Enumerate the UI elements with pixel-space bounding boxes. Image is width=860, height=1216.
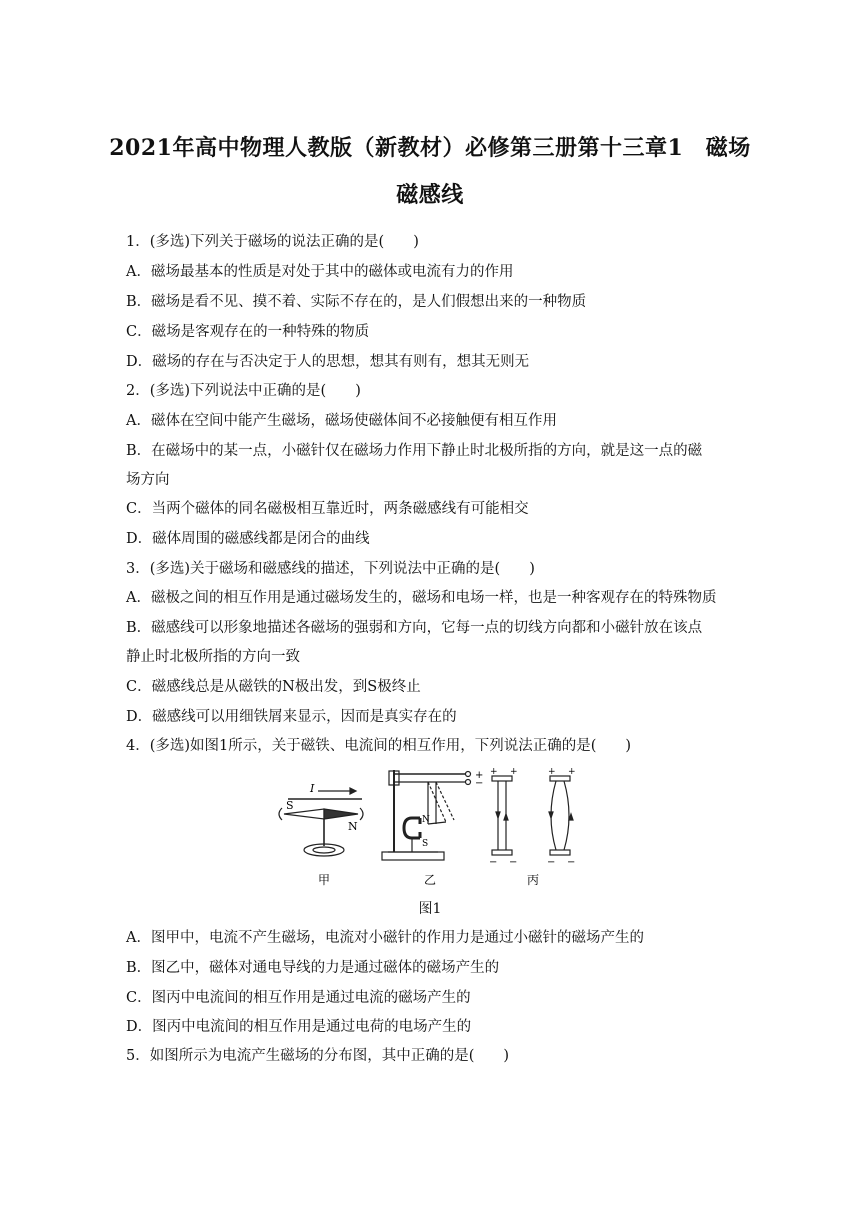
- figure-bing2-plus-right: +: [568, 767, 576, 777]
- figure-yi-south-label: S: [422, 839, 429, 849]
- document-title-line1: 2021年高中物理人教版（新教材）必修第三册第十三章1 磁场: [109, 135, 751, 161]
- document-title-line2: 磁感线: [396, 182, 464, 208]
- figure-1-caption: 图1: [418, 901, 442, 917]
- question-1-option-a: A．磁场最基本的性质是对处于其中的磁体或电流有力的作用: [126, 264, 514, 280]
- figure-bing-parallel-wires: [492, 776, 573, 855]
- figure-yi-plus-label: +: [475, 770, 484, 781]
- question-2-option-a: A．磁体在空间中能产生磁场，磁场使磁体间不必接触便有相互作用: [126, 413, 557, 429]
- question-3-option-c: C．磁感线总是从磁铁的N极出发，到S极终止: [126, 679, 421, 695]
- figure-yi-minus-label: −: [475, 778, 484, 789]
- figure-jia-south-label: S: [286, 799, 294, 812]
- figure-bing2-plus-left: +: [548, 767, 556, 777]
- question-4-option-b: B．图乙中，磁体对通电导线的力是通过磁体的磁场产生的: [126, 960, 500, 976]
- question-2-option-d: D．磁体周围的磁感线都是闭合的曲线: [126, 531, 370, 547]
- figure-label-jia: 甲: [318, 873, 331, 887]
- figure-current-label: I: [310, 782, 315, 795]
- question-2-option-b-cont: 场方向: [126, 472, 170, 488]
- question-4-option-c: C．图丙中电流间的相互作用是通过电流的磁场产生的: [126, 990, 471, 1006]
- figure-bing-plus-right: +: [510, 767, 518, 777]
- question-3-stem: 3．(多选)关于磁场和磁感线的描述，下列说法中正确的是( ): [126, 561, 535, 577]
- figure-label-bing: 丙: [527, 873, 540, 887]
- question-2-option-c: C．当两个磁体的同名磁极相互靠近时，两条磁感线有可能相交: [126, 501, 529, 517]
- figure-bing2-minus-right: −: [567, 857, 576, 868]
- figure-yi-north-label: N: [422, 815, 430, 825]
- question-1-option-b: B．磁场是看不见、摸不着、实际不存在的，是人们假想出来的一种物质: [126, 294, 587, 310]
- figure-1-drawing: [270, 762, 590, 890]
- question-1-option-d: D．磁场的存在与否决定于人的思想，想其有则有，想其无则无: [126, 354, 530, 370]
- figure-bing-minus-left: −: [489, 857, 498, 868]
- figure-bing2-minus-left: −: [547, 857, 556, 868]
- question-4-stem: 4．(多选)如图1所示，关于磁铁、电流间的相互作用，下列说法正确的是( ): [126, 738, 632, 754]
- question-3-option-a: A．磁极之间的相互作用是通过磁场发生的，磁场和电场一样，也是一种客观存在的特殊物质: [126, 590, 717, 606]
- question-3-option-b: B．磁感线可以形象地描述各磁场的强弱和方向，它每一点的切线方向都和小磁针放在该点: [126, 620, 703, 636]
- question-4-option-d: D．图丙中电流间的相互作用是通过电荷的电场产生的: [126, 1019, 472, 1035]
- question-3-option-b-cont: 静止时北极所指的方向一致: [126, 649, 300, 665]
- question-2-stem: 2．(多选)下列说法中正确的是( ): [126, 383, 361, 399]
- figure-bing-minus-right: −: [509, 857, 518, 868]
- question-2-option-b: B．在磁场中的某一点，小磁针仅在磁场力作用下静止时北极所指的方向，就是这一点的磁: [126, 443, 703, 459]
- question-1-stem: 1．(多选)下列关于磁场的说法正确的是( ): [126, 234, 419, 250]
- figure-label-yi: 乙: [424, 873, 437, 887]
- figure-1: [270, 762, 590, 890]
- question-4-option-a: A．图甲中，电流不产生磁场，电流对小磁针的作用力是通过小磁针的磁场产生的: [126, 930, 644, 946]
- question-5-stem: 5．如图所示为电流产生磁场的分布图，其中正确的是( ): [126, 1048, 510, 1064]
- question-3-option-d: D．磁感线可以用细铁屑来显示，因而是真实存在的: [126, 709, 457, 725]
- figure-bing-plus-left: +: [490, 767, 498, 777]
- figure-jia-north-label: N: [348, 820, 358, 833]
- question-1-option-c: C．磁场是客观存在的一种特殊的物质: [126, 324, 370, 340]
